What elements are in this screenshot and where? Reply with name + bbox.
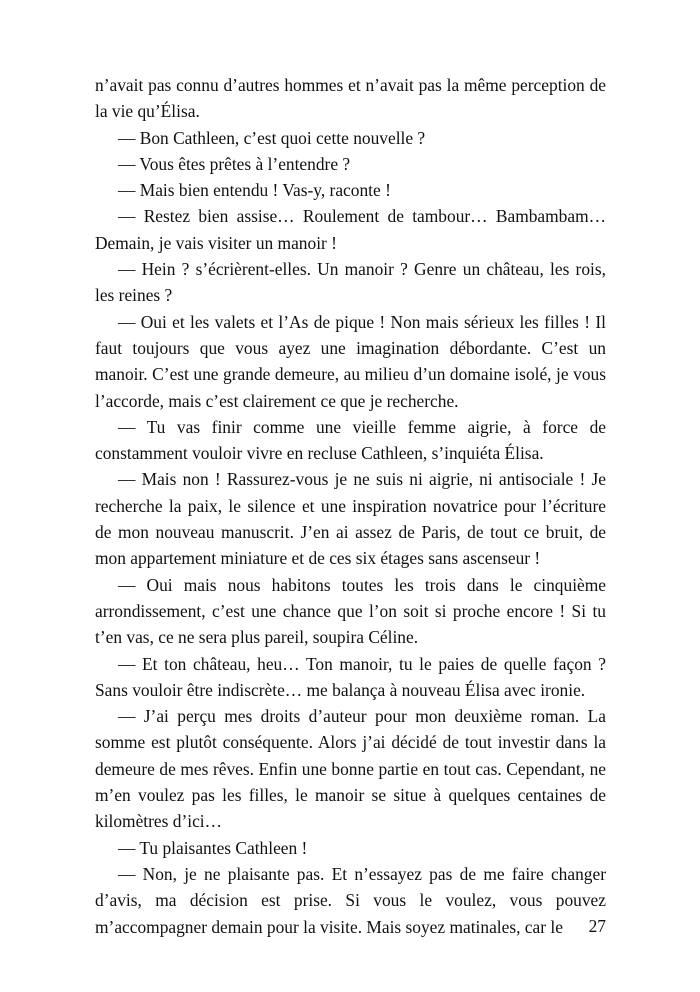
paragraph-dialogue: — Bon Cathleen, c’est quoi cette nouvelle ? bbox=[118, 127, 426, 148]
paragraph-dialogue: — Tu vas finir comme une vieille femme aigrie, à force de constamment vouloir vivre en recluse Cathleen, s’inquiéta Élisa. bbox=[95, 416, 606, 464]
paragraph-dialogue: — J’ai perçu mes droits d’auteur pour mon deuxième roman. La somme est plutôt conséquente. Alors j’ai décidé de tout investir dans la demeure de mes rêves. Enfin une bonne partie en tout cas. Cependant, ne m’en voulez pas les filles, le manoir se situe à quelques centaines de kilomètres d’ici… bbox=[95, 706, 606, 832]
paragraph-dialogue: — Vous êtes prêtes à l’entendre ? bbox=[118, 153, 351, 174]
paragraph-dialogue: — Oui mais nous habitons toutes les trois dans le cinquième arrondissement, c’est une chance que l’on soit si proche encore ! Si tu t’en vas, ce ne sera plus pareil, soupira Céline. bbox=[95, 574, 606, 648]
paragraph-dialogue: — Restez bien assise… Roulement de tambour… Bambambam… Demain, je vais visiter un manoir ! bbox=[95, 206, 606, 253]
page-number: 27 bbox=[588, 916, 606, 936]
paragraph-dialogue: — Oui et les valets et l’As de pique ! Non mais sérieux les filles ! Il faut toujours que vous ayez une imagination débordante. C’est un manoir. C’est une grande demeure, au milieu d’un domaine isolé, je vous l’accorde, mais c’est clairement ce que je recherche. bbox=[95, 311, 606, 411]
paragraph-dialogue: — Non, je ne plaisante pas. Et n’essayez pas de me faire changer d’avis, ma décision est prise. Si vous le voulez, vous pouvez m’accompagner demain pour la visite. Mais soyez matinales, car le bbox=[95, 863, 606, 937]
body-text bbox=[95, 72, 606, 940]
paragraph-dialogue: — Et ton château, heu… Ton manoir, tu le paies de quelle façon ? Sans vouloir être indiscrète… me balança à nouveau Élisa avec ironie. bbox=[95, 653, 606, 700]
paragraph-dialogue: — Hein ? s’écrièrent-elles. Un manoir ? Genre un château, les rois, les reines ? bbox=[95, 259, 606, 306]
paragraph-continuation: n’avait pas connu d’autres hommes et n’avait pas la même perception de la vie qu’Élisa. bbox=[95, 75, 606, 122]
paragraph-dialogue: — Mais non ! Rassurez-vous je ne suis ni aigrie, ni antisociale ! Je recherche la paix, le silence et une inspiration novatrice pour l’écriture de mon nouveau manuscrit. J’en ai assez de Paris, de tout ce bruit, de mon appartement miniature et de ces six étages sans ascenseur ! bbox=[95, 469, 606, 569]
paragraph-dialogue: — Tu plaisantes Cathleen ! bbox=[118, 837, 308, 858]
paragraph-dialogue: — Mais bien entendu ! Vas-y, raconte ! bbox=[118, 180, 391, 201]
